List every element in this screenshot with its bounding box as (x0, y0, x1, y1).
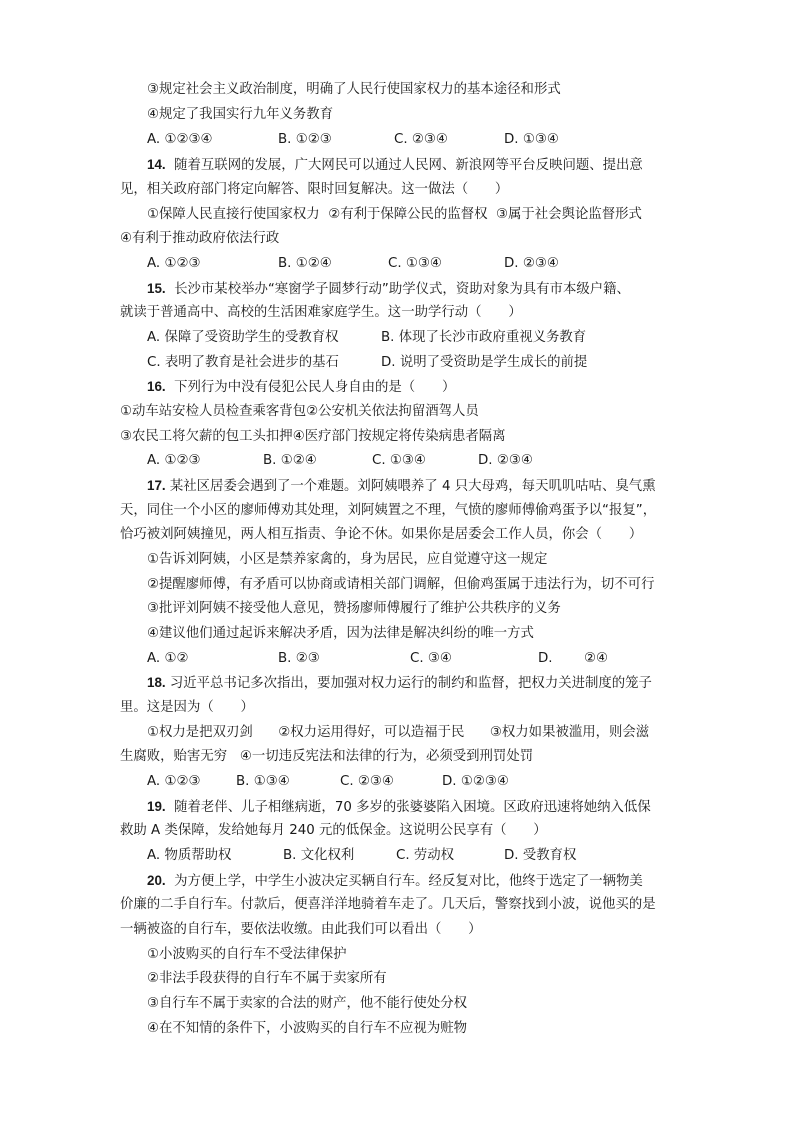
q16-option-b[interactable]: B. ①②④ (263, 453, 317, 468)
q15-number: 15. (147, 281, 166, 296)
q14-number: 14. (147, 157, 166, 172)
q18-number: 18. (147, 675, 166, 690)
q15-option-d[interactable]: D. 说明了受资助是学生成长的前提 (381, 355, 588, 370)
q13-option-b[interactable]: B. ①②③ (278, 132, 332, 147)
q14-option-a[interactable]: A. ①②③ (147, 256, 201, 271)
q13-option-d[interactable]: D. ①③④ (504, 132, 559, 147)
q15-option-b[interactable]: B. 体现了长沙市政府重视义务教育 (381, 330, 587, 345)
q14-items-line-2: ④有利于推动政府依法行政 (120, 231, 280, 246)
q18-stem-line-2: 里。这是因为（ ） (120, 700, 254, 715)
q16-option-a[interactable]: A. ①②③ (147, 453, 201, 468)
q14-stem-line-1: 14. 随着互联网的发展，广大网民可以通过人民网、新浪网等平台反映问题、提出意 (147, 157, 643, 173)
q20-stem-line-1: 20. 为方便上学，中学生小波决定买辆自行车。经反复对比，他终于选定了一辆物美 (147, 873, 643, 889)
q19-number: 19. (147, 799, 166, 814)
q17-item-1: ①告诉刘阿姨，小区是禁养家禽的，身为居民，应自觉遵守这一规定 (147, 552, 548, 567)
q18-stem-line-1: 18. 习近平总书记多次指出，要加强对权力运行的制约和监督，把权力关进制度的笼子 (147, 675, 652, 691)
q14-stem-line-2: 见，相关政府部门将定向解答、限时回复解决。这一做法（ ） (120, 182, 509, 197)
q13-option-a[interactable]: A. ①②③④ (147, 132, 213, 147)
q17-stem-line-3: 恰巧被刘阿姨撞见，两人相互指责、争论不休。如果你是居委会工作人员，你会（ ） (120, 527, 643, 542)
q14-items-line-1: ①保障人民直接行使国家权力 ②有利于保障公民的监督权 ③属于社会舆论监督形式 (147, 207, 642, 222)
q17-item-2: ②提醒廖师傅，有矛盾可以协商或请相关部门调解，但偷鸡蛋属于违法行为，切不可行 (147, 577, 655, 592)
q18-option-d[interactable]: D. ①②③④ (442, 774, 509, 789)
q16-items-line-2: ③农民工将欠薪的包工头扣押④医疗部门按规定将传染病患者隔离 (120, 429, 506, 444)
q19-stem-line-1: 19. 随着老伴、儿子相继病逝，70 多岁的张婆婆陷入困境。区政府迅速将她纳入低保 (147, 799, 651, 815)
q15-stem-line-2: 就读于普通高中、高校的生活困难家庭学生。这一助学行动（ ） (120, 305, 522, 320)
q18-option-c[interactable]: C. ②③④ (340, 774, 394, 789)
q20-stem-line-2: 价廉的二手自行车。付款后，便喜洋洋地骑着车走了。几天后，警察找到小波，说他买的是 (120, 897, 656, 912)
q16-number: 16. (147, 379, 166, 394)
q20-stem-line-3: 一辆被盗的自行车，要依法收缴。由此我们可以看出（ ） (120, 922, 482, 937)
q17-item-4: ④建议他们通过起诉来解决矛盾，因为法律是解决纠纷的唯一方式 (147, 626, 534, 641)
q15-option-c[interactable]: C. 表明了教育是社会进步的基石 (147, 355, 339, 370)
q19-option-c[interactable]: C. 劳动权 (396, 848, 455, 863)
q14-option-b[interactable]: B. ①②④ (278, 256, 332, 271)
q20-item-4: ④在不知情的条件下，小波购买的自行车不应视为赃物 (147, 1021, 467, 1036)
q18-option-b[interactable]: B. ①③④ (236, 774, 290, 789)
q14-option-d[interactable]: D. ②③④ (504, 256, 559, 271)
q17-option-c[interactable]: C. ③④ (410, 651, 452, 666)
q19-option-d[interactable]: D. 受教育权 (504, 848, 577, 863)
q14-option-c[interactable]: C. ①③④ (388, 256, 442, 271)
q19-option-a[interactable]: A. 物质帮助权 (147, 848, 232, 863)
q17-option-d-value: ②④ (584, 651, 609, 666)
q16-option-d[interactable]: D. ②③④ (478, 453, 533, 468)
q17-number: 17. (147, 478, 166, 493)
q16-items-line-1: ①动车站安检人员检查乘客背包②公安机关依法拘留酒驾人员 (120, 404, 479, 419)
q20-item-1: ①小波购买的自行车不受法律保护 (147, 947, 347, 962)
q19-option-b[interactable]: B. 文化权利 (283, 848, 355, 863)
q13-item-3: ③规定社会主义政治制度，明确了人民行使国家权力的基本途径和形式 (147, 82, 561, 97)
q13-option-c[interactable]: C. ②③④ (394, 132, 448, 147)
q20-item-2: ②非法手段获得的自行车不属于卖家所有 (147, 971, 387, 986)
q20-number: 20. (147, 873, 166, 888)
q17-option-d-label[interactable]: D. (538, 651, 553, 666)
q17-option-a[interactable]: A. ①② (147, 651, 189, 666)
q16-stem: 16. 下列行为中没有侵犯公民人身自由的是（ ） (147, 379, 456, 395)
q16-option-c[interactable]: C. ①③④ (372, 453, 426, 468)
q17-item-3: ③批评刘阿姨不接受他人意见，赞扬廖师傅履行了维护公共秩序的义务 (147, 601, 561, 616)
q18-items-line-2: 生腐败，贻害无穷 ④一切违反宪法和法律的行为，必须受到刑罚处罚 (120, 749, 534, 764)
q15-stem-line-1: 15. 长沙市某校举办“寒窗学子圆梦行动”助学仪式，资助对象为具有市本级户籍、 (147, 281, 630, 297)
q17-stem-line-2: 天，同住一个小区的廖师傅劝其处理，刘阿姨置之不理，气愤的廖师傅偷鸡蛋予以“报复”， (120, 503, 657, 518)
q18-items-line-1: ①权力是把双刃剑 ②权力运用得好，可以造福于民 ③权力如果被滥用，则会滋 (147, 725, 650, 740)
q17-option-b[interactable]: B. ②③ (278, 651, 320, 666)
q13-item-4: ④规定了我国实行九年义务教育 (147, 107, 334, 122)
q15-option-a[interactable]: A. 保障了受资助学生的受教育权 (147, 330, 339, 345)
q17-stem-line-1: 17. 某社区居委会遇到了一个难题。刘阿姨喂养了 4 只大母鸡，每天叽叽咕咕、臭气熏 (147, 478, 656, 494)
q18-option-a[interactable]: A. ①②③ (147, 774, 201, 789)
q20-item-3: ③自行车不属于卖家的合法的财产，他不能行使处分权 (147, 996, 467, 1011)
q19-stem-line-2: 救助 A 类保障，发给她每月 240 元的低保金。这说明公民享有（ ） (120, 823, 547, 838)
